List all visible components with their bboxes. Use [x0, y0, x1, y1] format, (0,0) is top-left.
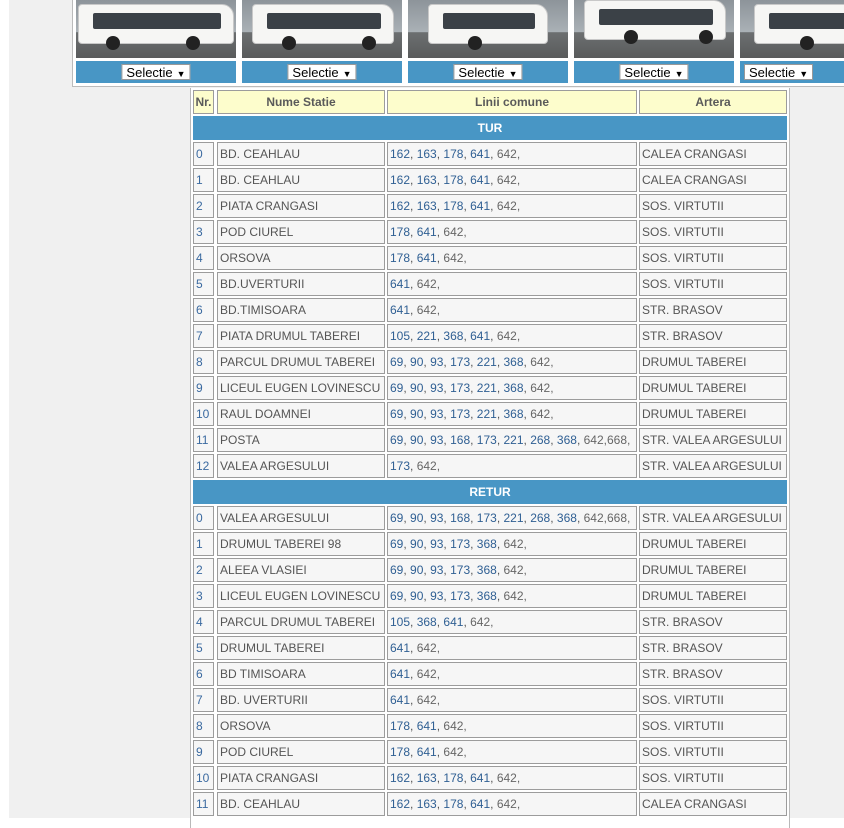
line-link[interactable]: 368	[556, 511, 577, 525]
station-name: DRUMUL TABEREI	[217, 636, 385, 660]
line-link[interactable]: 641	[470, 147, 491, 161]
line-link[interactable]: 221	[503, 433, 524, 447]
line-link[interactable]: 268	[530, 433, 551, 447]
stop-number: 9	[193, 376, 214, 400]
line-link[interactable]: 69	[390, 589, 404, 603]
vehicle-photo-bus	[408, 0, 568, 58]
vehicle-select[interactable]	[121, 64, 190, 80]
line-plain: 642,	[496, 329, 521, 343]
line-link[interactable]: 173	[450, 589, 471, 603]
artery-name: DRUMUL TABEREI	[639, 584, 787, 608]
vehicle-card	[571, 0, 735, 86]
artery-name: CALEA CRANGASI	[639, 792, 787, 816]
stop-number: 6	[193, 662, 214, 686]
line-plain: 642,	[530, 355, 554, 369]
vehicle-card	[405, 0, 569, 86]
line-link[interactable]: 178	[390, 251, 411, 265]
artery-name: SOS. VIRTUTII	[639, 766, 787, 790]
line-link[interactable]: 69	[390, 381, 404, 395]
station-name: LICEUL EUGEN LOVINESCU	[217, 584, 385, 608]
line-link[interactable]: 221	[476, 407, 497, 421]
vehicle-photo-bus	[740, 0, 844, 58]
line-link[interactable]: 173	[450, 381, 471, 395]
page-margin	[0, 0, 9, 818]
line-link[interactable]: 90	[410, 433, 424, 447]
station-name: LICEUL EUGEN LOVINESCU	[217, 376, 385, 400]
line-link[interactable]: 368	[476, 563, 497, 577]
line-plain: 642,	[496, 147, 521, 161]
common-lines: 69, 90, 93, 168, 173, 221, 268, 368, 642,668,	[387, 506, 637, 530]
vehicle-select-label: Selectie	[749, 65, 796, 80]
vehicle-select[interactable]	[453, 64, 522, 80]
station-name: PIATA CRANGASI	[217, 194, 385, 218]
common-lines: 178, 641, 642,	[387, 220, 637, 244]
stop-number: 9	[193, 740, 214, 764]
line-plain: 642,	[443, 251, 467, 265]
vehicle-photo-bus	[242, 0, 402, 58]
dropdown-arrow-icon: ▼	[342, 69, 352, 79]
section-tur: TUR	[193, 116, 787, 140]
stop-number: 8	[193, 350, 214, 374]
stop-number: 11	[193, 792, 214, 816]
vehicle-card	[737, 0, 844, 86]
common-lines: 69, 90, 93, 173, 368, 642,	[387, 558, 637, 582]
line-link[interactable]: 162	[390, 173, 411, 187]
line-link[interactable]: 69	[390, 355, 404, 369]
station-name: BD. CEAHLAU	[217, 142, 385, 166]
line-link[interactable]: 641	[470, 173, 491, 187]
vehicle-photo-tram	[76, 0, 236, 58]
line-plain: 642,	[443, 745, 467, 759]
line-link[interactable]: 221	[476, 355, 497, 369]
common-lines: 162, 163, 178, 641, 642,	[387, 766, 637, 790]
line-link[interactable]: 641	[390, 303, 411, 317]
vehicle-select-bar	[574, 61, 734, 83]
stop-number: 5	[193, 272, 214, 296]
station-name: RAUL DOAMNEI	[217, 402, 385, 426]
line-plain: 642,	[530, 407, 554, 421]
line-plain: 642,	[443, 719, 467, 733]
line-link[interactable]: 641	[470, 771, 491, 785]
station-name: ORSOVA	[217, 714, 385, 738]
common-lines: 641, 642,	[387, 636, 637, 660]
artery-name: DRUMUL TABEREI	[639, 350, 787, 374]
stop-number: 7	[193, 688, 214, 712]
line-link[interactable]: 641	[470, 329, 491, 343]
station-name: PARCUL DRUMUL TABEREI	[217, 610, 385, 634]
line-link[interactable]: 93	[430, 537, 444, 551]
artery-name: SOS. VIRTUTII	[639, 714, 787, 738]
line-link[interactable]: 178	[443, 797, 464, 811]
artery-name: DRUMUL TABEREI	[639, 532, 787, 556]
line-link[interactable]: 173	[450, 355, 471, 369]
line-plain: 642,	[496, 797, 521, 811]
line-link[interactable]: 368	[416, 615, 437, 629]
line-plain: 642,	[496, 173, 521, 187]
stop-number: 7	[193, 324, 214, 348]
line-link[interactable]: 69	[390, 563, 404, 577]
line-link[interactable]: 178	[443, 173, 464, 187]
line-link[interactable]: 178	[443, 771, 464, 785]
station-name: ORSOVA	[217, 246, 385, 270]
section-retur: RETUR	[193, 480, 787, 504]
common-lines: 173, 642,	[387, 454, 637, 478]
line-link[interactable]: 69	[390, 511, 404, 525]
common-lines: 105, 368, 641, 642,	[387, 610, 637, 634]
line-link[interactable]: 163	[416, 771, 437, 785]
line-link[interactable]: 69	[390, 433, 404, 447]
common-lines: 69, 90, 93, 173, 221, 368, 642,	[387, 350, 637, 374]
stop-number: 10	[193, 402, 214, 426]
line-link[interactable]: 268	[530, 511, 551, 525]
line-plain: 642,668,	[583, 511, 631, 525]
artery-name: STR. VALEA ARGESULUI	[639, 506, 787, 530]
line-plain: 642,668,	[583, 433, 631, 447]
line-link[interactable]: 162	[390, 199, 411, 213]
line-link[interactable]: 173	[476, 511, 497, 525]
line-link[interactable]: 90	[410, 537, 424, 551]
line-plain: 642,	[416, 459, 441, 473]
artery-name: CALEA CRANGASI	[639, 168, 787, 192]
line-link[interactable]: 173	[450, 407, 471, 421]
header-station-name: Nume Statie	[217, 90, 385, 114]
vehicle-select-label: Selectie	[126, 65, 173, 80]
line-plain: 642,	[530, 381, 554, 395]
line-link[interactable]: 641	[416, 251, 437, 265]
artery-name: STR. BRASOV	[639, 610, 787, 634]
line-link[interactable]: 90	[410, 589, 424, 603]
common-lines: 178, 641, 642,	[387, 740, 637, 764]
common-lines: 641, 642,	[387, 272, 637, 296]
station-name: PARCUL DRUMUL TABEREI	[217, 350, 385, 374]
line-link[interactable]: 90	[410, 355, 424, 369]
artery-name: STR. VALEA ARGESULUI	[639, 428, 787, 452]
station-name: BD TIMISOARA	[217, 662, 385, 686]
common-lines: 162, 163, 178, 641, 642,	[387, 792, 637, 816]
line-link[interactable]: 105	[390, 329, 411, 343]
line-plain: 642,	[443, 225, 467, 239]
stop-number: 6	[193, 298, 214, 322]
line-link[interactable]: 368	[503, 355, 524, 369]
line-link[interactable]: 90	[410, 563, 424, 577]
line-link[interactable]: 178	[443, 199, 464, 213]
line-plain: 642,	[496, 771, 521, 785]
station-name: POD CIUREL	[217, 220, 385, 244]
common-lines: 69, 90, 93, 173, 221, 368, 642,	[387, 402, 637, 426]
line-link[interactable]: 221	[416, 329, 437, 343]
stop-number: 10	[193, 766, 214, 790]
vehicle-select[interactable]	[744, 64, 813, 80]
line-plain: 642,	[503, 537, 527, 551]
line-link[interactable]: 90	[410, 511, 424, 525]
station-name: POSTA	[217, 428, 385, 452]
dropdown-arrow-icon: ▼	[508, 69, 518, 79]
artery-name: STR. BRASOV	[639, 298, 787, 322]
station-name: DRUMUL TABEREI 98	[217, 532, 385, 556]
dropdown-arrow-icon: ▼	[674, 69, 684, 79]
line-link[interactable]: 168	[450, 511, 471, 525]
artery-name: STR. BRASOV	[639, 636, 787, 660]
line-plain: 642,	[416, 693, 441, 707]
line-link[interactable]: 368	[476, 589, 497, 603]
line-link[interactable]: 168	[450, 433, 471, 447]
header-common-lines: Linii comune	[387, 90, 637, 114]
station-name: PIATA DRUMUL TABEREI	[217, 324, 385, 348]
station-name: BD. UVERTURII	[217, 688, 385, 712]
vehicle-select-bar	[408, 61, 568, 83]
artery-name: SOS. VIRTUTII	[639, 194, 787, 218]
vehicle-select[interactable]	[287, 64, 356, 80]
line-plain: 642,	[496, 199, 521, 213]
common-lines: 178, 641, 642,	[387, 246, 637, 270]
artery-name: DRUMUL TABEREI	[639, 402, 787, 426]
stop-number: 2	[193, 194, 214, 218]
common-lines: 69, 90, 93, 173, 368, 642,	[387, 532, 637, 556]
line-link[interactable]: 93	[430, 511, 444, 525]
line-link[interactable]: 163	[416, 199, 437, 213]
line-link[interactable]: 69	[390, 537, 404, 551]
station-name: ALEEA VLASIEI	[217, 558, 385, 582]
line-link[interactable]: 221	[476, 381, 497, 395]
stop-number: 4	[193, 610, 214, 634]
common-lines: 162, 163, 178, 641, 642,	[387, 142, 637, 166]
line-link[interactable]: 90	[410, 407, 424, 421]
line-link[interactable]: 641	[416, 719, 437, 733]
artery-name: STR. VALEA ARGESULUI	[639, 454, 787, 478]
vehicle-select[interactable]	[619, 64, 688, 80]
line-link[interactable]: 173	[450, 537, 471, 551]
line-link[interactable]: 178	[390, 719, 411, 733]
stop-number: 12	[193, 454, 214, 478]
line-link[interactable]: 93	[430, 563, 444, 577]
stop-number: 1	[193, 168, 214, 192]
station-name: PIATA CRANGASI	[217, 766, 385, 790]
line-plain: 642,	[470, 615, 494, 629]
line-link[interactable]: 93	[430, 407, 444, 421]
line-link[interactable]: 162	[390, 797, 411, 811]
line-link[interactable]: 641	[416, 225, 437, 239]
line-plain: 642,	[503, 589, 527, 603]
artery-name: SOS. VIRTUTII	[639, 688, 787, 712]
line-link[interactable]: 69	[390, 407, 404, 421]
common-lines: 641, 642,	[387, 688, 637, 712]
artery-name: SOS. VIRTUTII	[639, 272, 787, 296]
common-lines: 69, 90, 93, 168, 173, 221, 268, 368, 642,668,	[387, 428, 637, 452]
line-link[interactable]: 163	[416, 797, 437, 811]
vehicle-select-label: Selectie	[292, 65, 339, 80]
line-link[interactable]: 368	[476, 537, 497, 551]
station-name: POD CIUREL	[217, 740, 385, 764]
line-link[interactable]: 173	[476, 433, 497, 447]
line-plain: 642,	[503, 563, 527, 577]
vehicle-card	[239, 0, 403, 86]
line-link[interactable]: 641	[390, 693, 411, 707]
artery-name: DRUMUL TABEREI	[639, 558, 787, 582]
station-name: VALEA ARGESULUI	[217, 454, 385, 478]
line-plain: 642,	[416, 641, 441, 655]
line-plain: 642,	[416, 667, 441, 681]
stop-number: 8	[193, 714, 214, 738]
station-name: BD. CEAHLAU	[217, 168, 385, 192]
vehicle-select-label: Selectie	[624, 65, 671, 80]
artery-name: CALEA CRANGASI	[639, 142, 787, 166]
vehicle-select-bar	[242, 61, 402, 83]
line-link[interactable]: 93	[430, 589, 444, 603]
stop-number: 0	[193, 506, 214, 530]
header-artery: Artera	[639, 90, 787, 114]
line-link[interactable]: 162	[390, 771, 411, 785]
line-link[interactable]: 163	[416, 173, 437, 187]
line-link[interactable]: 368	[503, 381, 524, 395]
line-link[interactable]: 178	[443, 147, 464, 161]
vehicle-strip	[72, 0, 844, 87]
common-lines: 105, 221, 368, 641, 642,	[387, 324, 637, 348]
header-nr: Nr.	[193, 90, 214, 114]
dropdown-arrow-icon: ▼	[176, 69, 186, 79]
common-lines: 69, 90, 93, 173, 368, 642,	[387, 584, 637, 608]
vehicle-photo-bus	[574, 0, 734, 58]
stop-number: 11	[193, 428, 214, 452]
vehicle-select-label: Selectie	[458, 65, 505, 80]
station-name: VALEA ARGESULUI	[217, 506, 385, 530]
artery-name: SOS. VIRTUTII	[639, 740, 787, 764]
line-link[interactable]: 641	[390, 277, 411, 291]
common-lines: 69, 90, 93, 173, 221, 368, 642,	[387, 376, 637, 400]
line-link[interactable]: 178	[390, 225, 411, 239]
line-link[interactable]: 93	[430, 433, 444, 447]
line-link[interactable]: 641	[390, 667, 411, 681]
common-lines: 162, 163, 178, 641, 642,	[387, 194, 637, 218]
stop-number: 3	[193, 220, 214, 244]
line-link[interactable]: 178	[390, 745, 411, 759]
line-link[interactable]: 90	[410, 381, 424, 395]
stop-number: 5	[193, 636, 214, 660]
artery-name: STR. BRASOV	[639, 662, 787, 686]
line-link[interactable]: 173	[390, 459, 411, 473]
common-lines: 641, 642,	[387, 298, 637, 322]
line-link[interactable]: 173	[450, 563, 471, 577]
station-name: BD.UVERTURII	[217, 272, 385, 296]
common-lines: 162, 163, 178, 641, 642,	[387, 168, 637, 192]
vehicle-select-bar	[740, 61, 844, 83]
line-link[interactable]: 368	[443, 329, 464, 343]
station-name: BD.TIMISOARA	[217, 298, 385, 322]
line-link[interactable]: 641	[443, 615, 464, 629]
station-name: BD. CEAHLAU	[217, 792, 385, 816]
artery-name: SOS. VIRTUTII	[639, 220, 787, 244]
line-link[interactable]: 93	[430, 355, 444, 369]
line-link[interactable]: 641	[416, 745, 437, 759]
route-stations-table	[190, 88, 790, 828]
artery-name: DRUMUL TABEREI	[639, 376, 787, 400]
stop-number: 2	[193, 558, 214, 582]
line-link[interactable]: 221	[503, 511, 524, 525]
artery-name: SOS. VIRTUTII	[639, 246, 787, 270]
line-link[interactable]: 105	[390, 615, 411, 629]
line-link[interactable]: 368	[556, 433, 577, 447]
line-plain: 642,	[416, 277, 441, 291]
line-link[interactable]: 641	[390, 641, 411, 655]
line-link[interactable]: 163	[416, 147, 437, 161]
line-link[interactable]: 162	[390, 147, 411, 161]
common-lines: 641, 642,	[387, 662, 637, 686]
dropdown-arrow-icon: ▼	[799, 69, 809, 79]
line-link[interactable]: 641	[470, 797, 491, 811]
line-link[interactable]: 93	[430, 381, 444, 395]
stop-number: 4	[193, 246, 214, 270]
stop-number: 0	[193, 142, 214, 166]
line-plain: 642,	[416, 303, 441, 317]
vehicle-select-bar	[76, 61, 236, 83]
stop-number: 1	[193, 532, 214, 556]
line-link[interactable]: 641	[470, 199, 491, 213]
artery-name: STR. BRASOV	[639, 324, 787, 348]
vehicle-card	[73, 0, 237, 86]
common-lines: 178, 641, 642,	[387, 714, 637, 738]
stop-number: 3	[193, 584, 214, 608]
line-link[interactable]: 368	[503, 407, 524, 421]
